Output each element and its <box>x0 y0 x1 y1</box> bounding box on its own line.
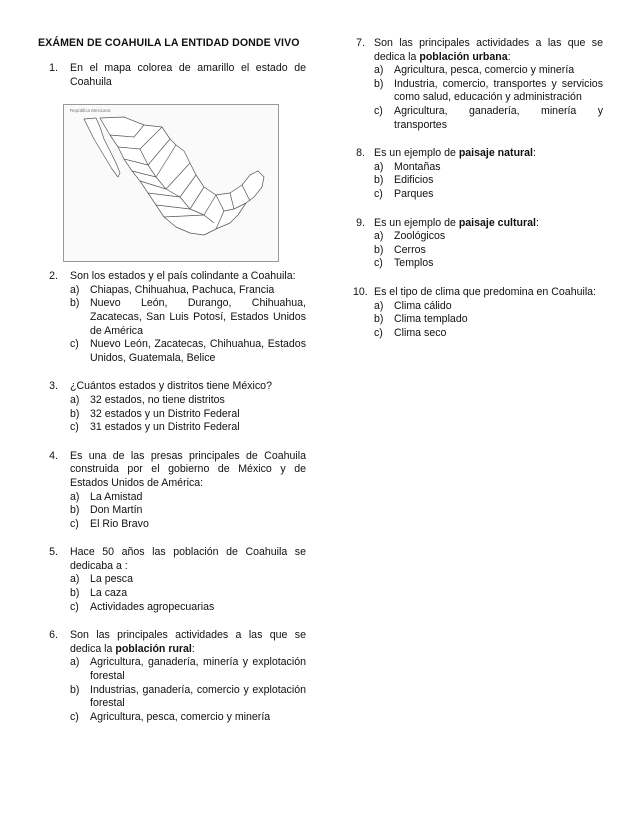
emphasis: paisaje natural <box>458 147 533 160</box>
option-b[interactable]: b) Cerros <box>374 243 426 256</box>
emphasis: población rural <box>115 642 192 655</box>
mexico-map-outline <box>64 105 278 261</box>
question-number: 3. <box>49 380 58 393</box>
question-text: Es un ejemplo de paisaje cultural: <box>374 216 539 229</box>
question-text: Es un ejemplo de paisaje natural: <box>374 147 536 160</box>
left-column <box>38 37 306 739</box>
question-3 <box>38 380 306 434</box>
options-list <box>70 573 306 614</box>
options-list <box>374 230 603 271</box>
question-10 <box>345 286 603 340</box>
option-c[interactable]: c) Clima seco <box>374 326 447 339</box>
question-number: 1. <box>49 62 58 74</box>
question-number: 10. <box>353 285 368 298</box>
question-number: 9. <box>356 216 365 229</box>
options-list <box>70 284 306 366</box>
question-8 <box>345 147 603 201</box>
map-caption: República Mexicana <box>70 108 111 114</box>
option-c[interactable]: c) Nuevo León, Zacatecas, Chihuahua, Estados Unidos, Guatemala, Belice <box>70 338 306 364</box>
option-c[interactable]: c) Agricultura, ganadería, minería y transportes <box>374 104 603 131</box>
options-list <box>374 161 603 202</box>
question-number: 4. <box>49 449 58 462</box>
option-a[interactable]: a) Zoológicos <box>374 230 446 243</box>
question-text: Es una de las presas principales de Coahuila construida por el gobierno de México y de Estados Unidos de América: <box>70 449 306 489</box>
question-number: 6. <box>49 629 58 642</box>
question-text: En el mapa colorea de amarillo el estado de Coahuila <box>70 62 306 88</box>
question-text: ¿Cuántos estados y distritos tiene México? <box>70 380 272 393</box>
option-b[interactable]: b) Clima templado <box>374 313 468 326</box>
right-column <box>345 37 603 355</box>
option-c[interactable]: c) Actividades agropecuarias <box>70 600 215 613</box>
option-b[interactable]: b) Edificios <box>374 174 434 187</box>
option-b[interactable]: b) Industria, comercio, transportes y servicios como salud, educación y administración <box>374 77 603 104</box>
option-c[interactable]: c) 31 estados y un Distrito Federal <box>70 421 240 434</box>
option-b[interactable]: b) 32 estados y un Distrito Federal <box>70 407 240 420</box>
question-number: 8. <box>356 147 365 160</box>
option-c[interactable]: c) Templos <box>374 257 434 270</box>
emphasis: población urbana <box>419 50 508 63</box>
option-a[interactable]: a) Agricultura, ganadería, minería y explotación forestal <box>70 656 306 683</box>
option-a[interactable]: a) 32 estados, no tiene distritos <box>70 393 225 406</box>
question-text: Hace 50 años las población de Coahuila se dedicaba a : <box>70 546 306 572</box>
option-a[interactable]: a) La Amistad <box>70 490 143 503</box>
emphasis: paisaje cultural <box>458 216 536 229</box>
question-4 <box>38 450 306 532</box>
option-b[interactable]: b) La caza <box>70 587 128 600</box>
options-list <box>374 300 603 341</box>
question-number: 5. <box>49 546 58 559</box>
option-b[interactable]: b) Industrias, ganadería, comercio y explotación forestal <box>70 683 306 710</box>
options-list <box>70 394 306 435</box>
question-5 <box>38 546 306 614</box>
mexico-map[interactable] <box>63 104 279 262</box>
question-number: 7. <box>356 37 365 49</box>
option-a[interactable]: a) Montañas <box>374 160 441 173</box>
question-text: Son las principales actividades a las que se dedica la población urbana: <box>374 37 603 63</box>
question-6 <box>38 629 306 724</box>
option-c[interactable]: c) El Rio Bravo <box>70 517 149 530</box>
option-b[interactable]: b) Don Martín <box>70 504 143 517</box>
question-number: 2. <box>49 270 58 283</box>
option-a[interactable]: a) Clima cálido <box>374 299 452 312</box>
question-1 <box>38 62 306 89</box>
question-2 <box>38 270 306 365</box>
exam-title: EXÁMEN DE COAHUILA LA ENTIDAD DONDE VIVO <box>38 37 300 49</box>
option-b[interactable]: b) Nuevo León, Durango, Chihuahua, Zacatecas, San Luis Potosí, Estados Unidos de América <box>70 297 306 337</box>
question-9 <box>345 217 603 271</box>
options-list <box>70 491 306 532</box>
option-c[interactable]: c) Agricultura, pesca, comercio y minería <box>70 710 271 723</box>
options-list <box>374 64 603 132</box>
option-a[interactable]: a) Chiapas, Chihuahua, Pachuca, Francia <box>70 283 275 296</box>
question-text: Son los estados y el país colindante a Coahuila: <box>70 270 296 283</box>
question-7 <box>345 37 603 132</box>
question-text: Es el tipo de clima que predomina en Coahuila: <box>374 285 597 298</box>
question-text: Son las principales actividades a las que se dedica la población rural: <box>70 629 306 655</box>
options-list <box>70 656 306 724</box>
option-a[interactable]: a) Agricultura, pesca, comercio y minería <box>374 64 575 77</box>
option-a[interactable]: a) La pesca <box>70 573 133 586</box>
option-c[interactable]: c) Parques <box>374 187 434 200</box>
